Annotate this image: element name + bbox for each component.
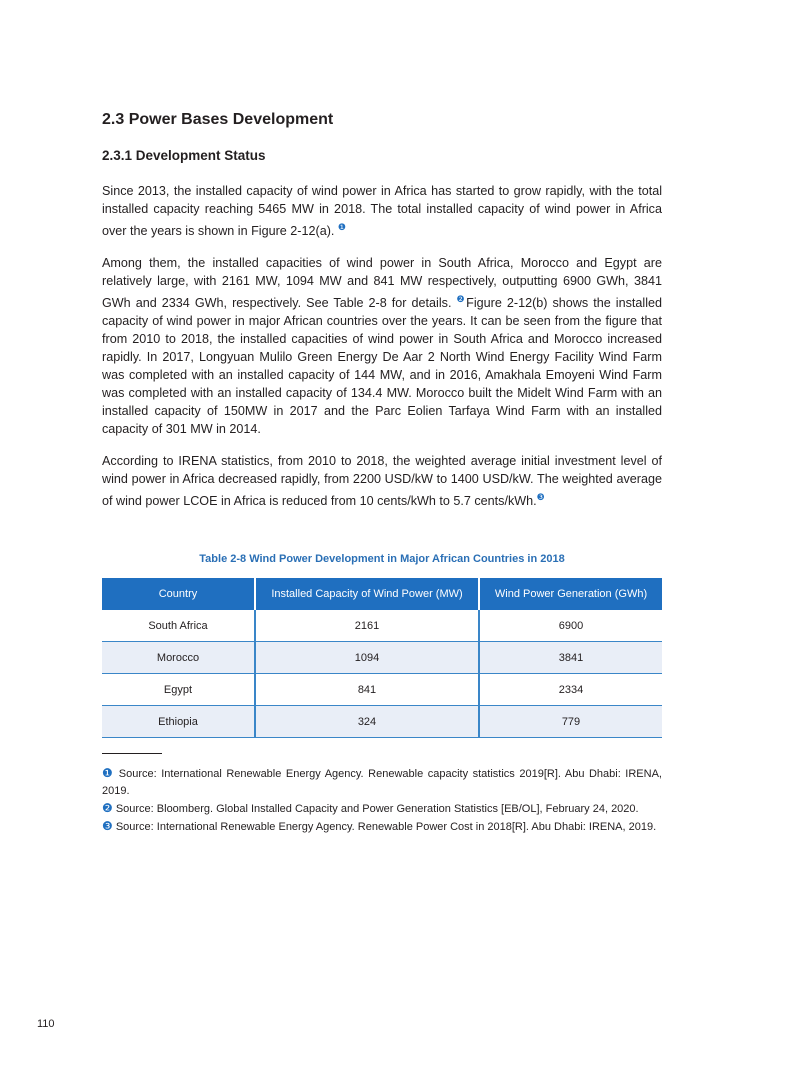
footnote-ref[interactable]: ❷ [456, 294, 467, 304]
column-header: Installed Capacity of Wind Power (MW) [255, 578, 479, 610]
column-header: Country [102, 578, 255, 610]
footnote: ❷ Source: Bloomberg. Global Installed Capacity and Power Generation Statistics [EB/OL], February 24, 2020. [102, 801, 639, 815]
subsection-title: 2.3.1 Development Status [102, 148, 266, 163]
footnote: ❶ Source: International Renewable Energy Agency. Renewable capacity statistics 2019[R]. Abu Dhabi: IRENA, 2019. [102, 766, 662, 797]
paragraph: Since 2013, the installed capacity of wind power in Africa has started to grow rapidly, with the total installed capacity reaching 5465 MW in 2018. The total installed capacity of wind power in Africa over the years is shown in Figure 2-12(a). $^❶$ [102, 184, 662, 239]
column-header: Wind Power Generation (GWh) [479, 578, 662, 610]
paragraph: Among them, the installed capacities of wind power in South Africa, Morocco and Egypt are relatively large, with 2161 MW, 1094 MW and 841 MW respectively, outputting 6900 GWh, 3841 GWh and 2334 GWh, respectively. See Table 2-8 for details. $^❷$Figure 2-12(b) shows the installed capacity of wind power in major African countries over the years. It can be seen from the figure that from 2010 to 2018, the installed capacities of wind power in South Africa and Morocco increased rapidly. In 2017, Longyuan Mulilo Green Energy De Aar 2 North Wind Energy Facility Wind Farm was completed with an installed capacity of 144 MW, and in 2016, Amakhala Emoyeni Wind Farm was completed with an installed capacity of 134.4 MW. Morocco built the Midelt Wind Farm with an installed capacity of 150MW in 2017 and the Parc Eolien Tarfaya Wind Farm with an installed capacity of 301 MW in 2014. [102, 256, 663, 437]
table-row: Ethiopia 324 779 [102, 706, 662, 738]
footnote-ref[interactable]: ❶ [337, 222, 346, 232]
footnote: ❸ Source: International Renewable Energy Agency. Renewable Power Cost in 2018[R]. Abu Dhabi: IRENA, 2019. [102, 819, 657, 833]
footnote-ref[interactable]: ❸ [536, 492, 545, 502]
table-row: Egypt 841 2334 [102, 674, 662, 706]
table-row: Morocco 1094 3841 [102, 642, 662, 674]
table-row: South Africa 2161 6900 [102, 610, 662, 642]
section-title: 2.3 Power Bases Development [102, 111, 334, 128]
table-caption: Table 2-8 Wind Power Development in Major African Countries in 2018 [199, 553, 565, 565]
data-table [102, 578, 662, 738]
footnote-divider [102, 753, 162, 754]
page-number: 110 [37, 1018, 55, 1030]
footnotes [102, 765, 662, 836]
paragraph: According to IRENA statistics, from 2010 to 2018, the weighted average initial investment level of wind power in Africa decreased rapidly, from 2200 USD/kW to 1400 USD/kW. The weighted average of wind power LCOE in Africa is reduced from 10 cents/kWh to 5.7 cents/kWh.$^❸$ [102, 454, 662, 509]
